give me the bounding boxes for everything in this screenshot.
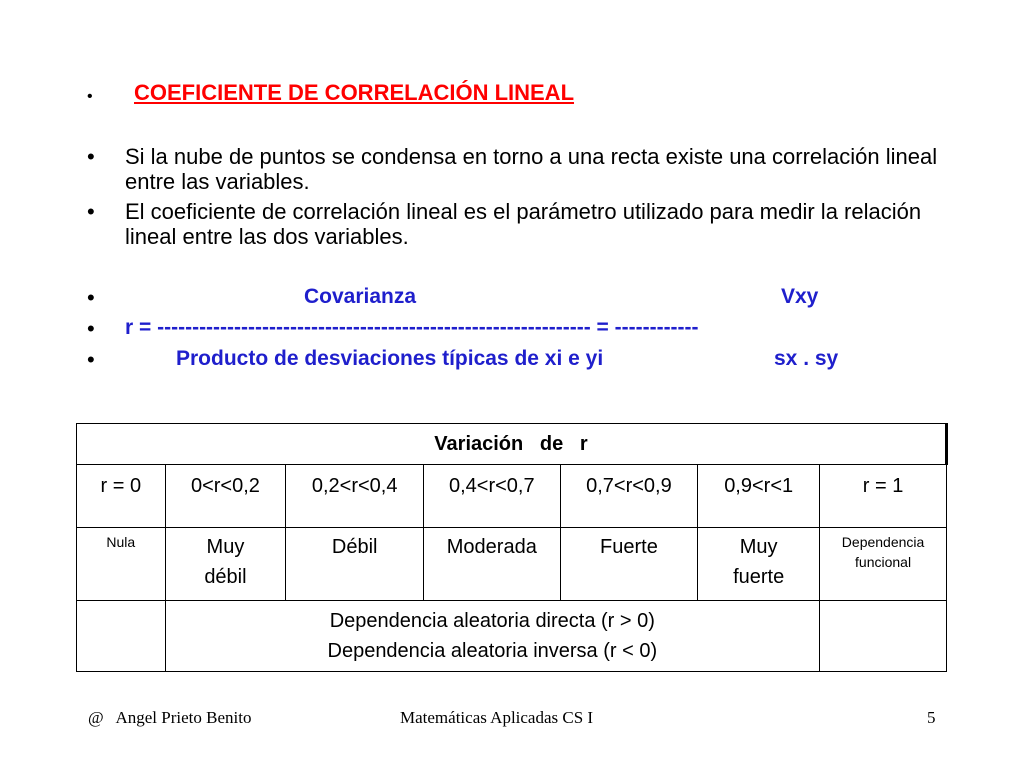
formula-numerator-right: Vxy xyxy=(781,285,819,308)
range-cell: r = 0 xyxy=(77,465,166,528)
bullet-dot: • xyxy=(87,347,95,372)
table-row-dependence xyxy=(77,601,947,672)
formula-denominator-left: Producto de desviaciones típicas de xi e yi xyxy=(176,347,604,370)
paragraph-1: Si la nube de puntos se condensa en torno a una recta existe una correlación lineal entre las variables. xyxy=(125,144,938,194)
range-cell: 0,7<r<0,9 xyxy=(560,465,698,528)
table-row-labels xyxy=(77,528,947,601)
range-cell: 0,2<r<0,4 xyxy=(286,465,424,528)
range-cell: 0<r<0,2 xyxy=(165,465,286,528)
bullet-dot: • xyxy=(87,285,95,310)
footer-page-number: 5 xyxy=(927,708,936,727)
label-cell: Nula xyxy=(77,528,166,601)
label-cell: Débil xyxy=(286,528,424,601)
bullet-dot: • xyxy=(87,316,95,341)
label-cell: Muy fuerte xyxy=(698,528,820,601)
bullet-dot: • xyxy=(87,199,95,224)
bullet-dot: • xyxy=(87,144,95,169)
table-header: Variación de r xyxy=(77,424,947,465)
formula-denominator-right: sx . sy xyxy=(774,347,839,370)
formula-fraction-line: r = -------------------------------------------------------------- = ------------ xyxy=(125,316,699,339)
formula-numerator-left: Covarianza xyxy=(304,285,417,308)
slide-title: COEFICIENTE DE CORRELACIÓN LINEAL xyxy=(134,80,575,105)
variation-table xyxy=(76,423,948,672)
empty-cell xyxy=(77,601,166,672)
dependence-inverse: Dependencia aleatoria inversa (r < 0) xyxy=(327,640,658,662)
table-row-ranges xyxy=(77,465,947,528)
paragraph-2: El coeficiente de correlación lineal es el parámetro utilizado para medir la relación lineal entre las dos variables. xyxy=(125,199,922,249)
range-cell: 0,9<r<1 xyxy=(698,465,820,528)
footer-course: Matemáticas Aplicadas CS I xyxy=(400,708,594,727)
empty-cell xyxy=(820,601,947,672)
footer-author: @ Angel Prieto Benito xyxy=(88,708,252,727)
range-cell: r = 1 xyxy=(820,465,947,528)
label-cell: Moderada xyxy=(423,528,560,601)
range-cell: 0,4<r<0,7 xyxy=(423,465,560,528)
label-cell: Fuerte xyxy=(560,528,698,601)
label-cell: Muy débil xyxy=(165,528,286,601)
bullet-dot: • xyxy=(87,88,93,105)
label-cell: Dependencia funcional xyxy=(820,528,947,601)
dependence-cell xyxy=(165,601,820,672)
dependence-direct: Dependencia aleatoria directa (r > 0) xyxy=(329,610,655,632)
